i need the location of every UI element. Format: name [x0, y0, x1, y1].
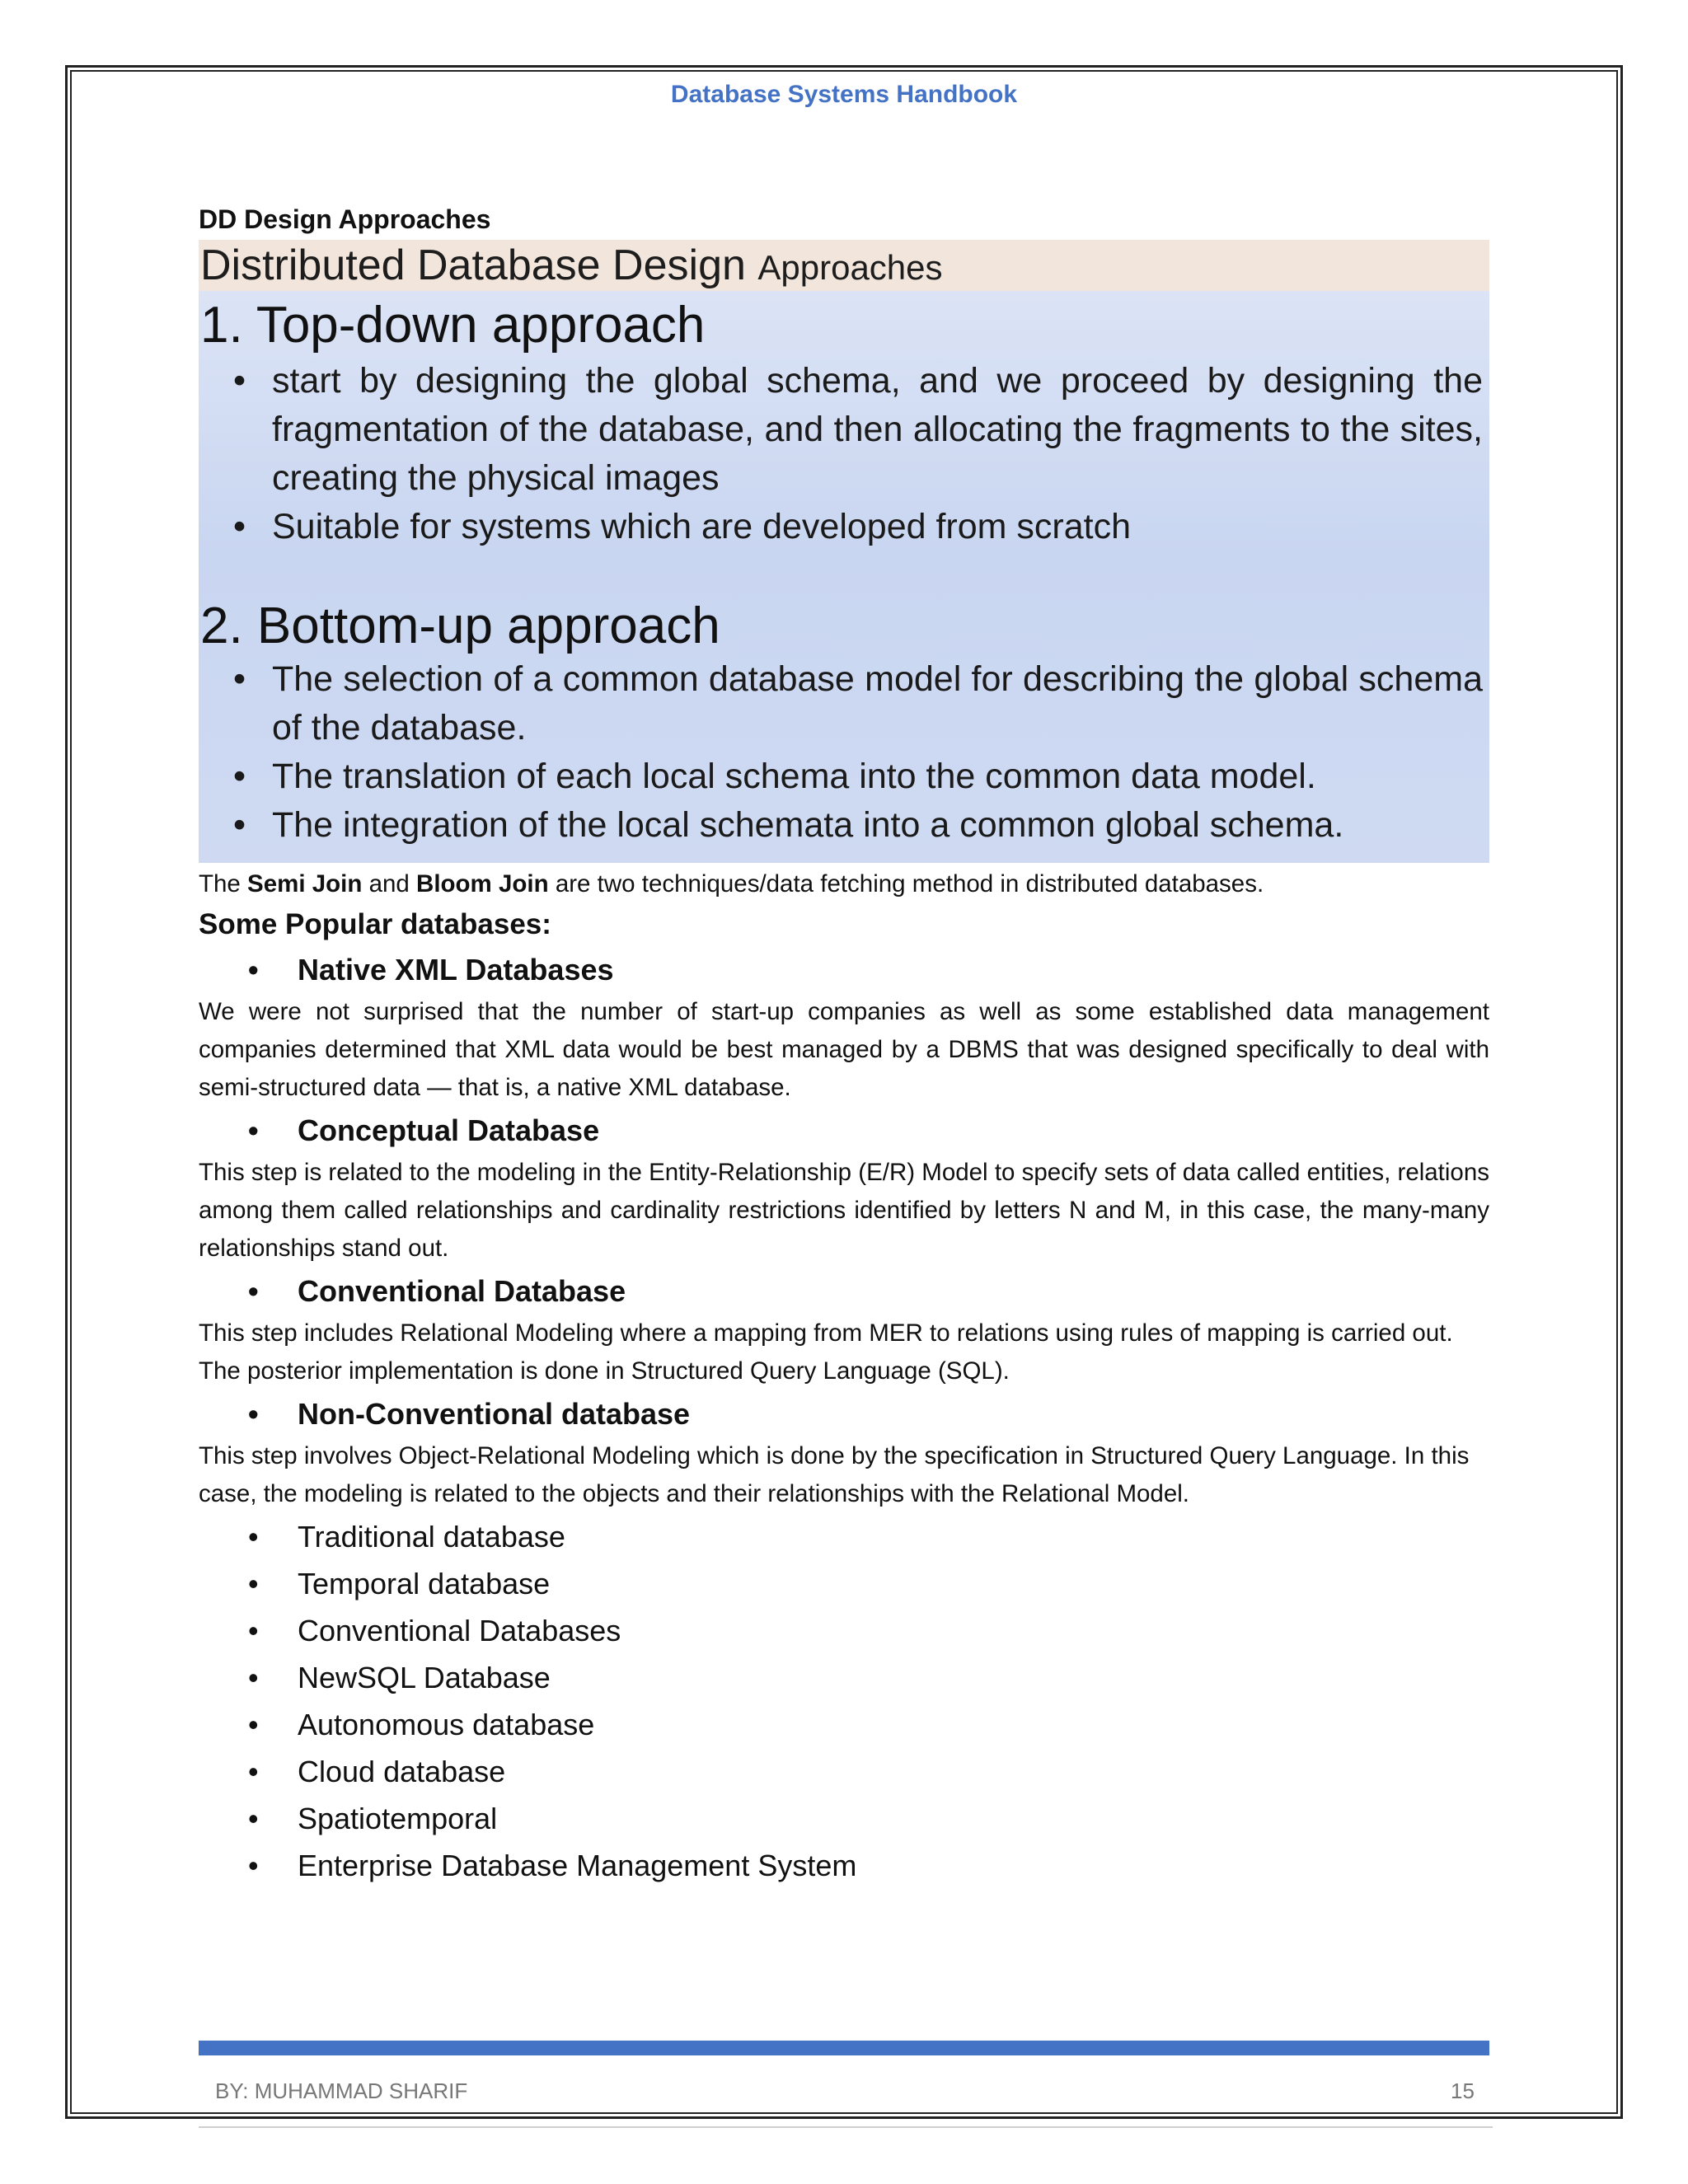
paragraph-non-conventional: This step involves Object-Relational Modeling which is done by the specification in Structured Query Language. In this case, the modeling is related to the objects and their relationships with the Relational Model.: [199, 1442, 1470, 1507]
subheading-native-xml: • Native XML Databases: [199, 946, 1489, 993]
bottom-up-bullets: [199, 655, 1489, 850]
joins-text-pre: The: [199, 870, 248, 898]
list-item: • Temporal database: [199, 1560, 1489, 1607]
page-number: 15: [1451, 2079, 1475, 2103]
paragraph-conventional: This step includes Relational Modeling where a mapping from MER to relations using rules of mapping is carried out. The posterior implementation is done in Structured Query Language (SQL).: [199, 1319, 1453, 1385]
list-item: • Suitable for systems which are developed from scratch: [199, 503, 1489, 551]
section-label-block: [199, 201, 1489, 237]
bloom-join-term: Bloom Join: [416, 870, 549, 898]
database-types-list: [199, 1513, 1489, 1889]
list-item: • NewSQL Database: [199, 1654, 1489, 1701]
joins-sentence: [199, 865, 1489, 903]
list-item: • start by designing the global schema, and we proceed by designing the fragmentation of the database, and then allocating the fragments to the sites, creating the physical images: [199, 357, 1489, 503]
footer-accent-bar: [199, 2041, 1489, 2055]
top-down-bullets: [199, 357, 1489, 551]
running-header: Database Systems Handbook: [670, 81, 1018, 108]
footer-divider: [199, 2126, 1493, 2128]
list-item: • The selection of a common database model for describing the global schema of the database.: [199, 655, 1489, 752]
joins-text-mid: and: [362, 870, 417, 898]
semi-join-term: Semi Join: [247, 870, 363, 898]
list-item: • Autonomous database: [199, 1701, 1489, 1748]
list-item: • Enterprise Database Management System: [199, 1842, 1489, 1889]
subheading-conceptual: • Conceptual Database: [199, 1107, 1489, 1154]
body-text: [199, 865, 1489, 1889]
slide-title-main: Distributed Database Design: [200, 241, 746, 289]
slide-image: [199, 240, 1489, 863]
list-item: • Spatiotemporal: [199, 1795, 1489, 1842]
top-down-heading: 1. Top-down approach: [200, 297, 706, 354]
list-item: • The translation of each local schema into the common data model.: [199, 752, 1489, 801]
joins-text-post: are two techniques/data fetching method in distributed databases.: [548, 870, 1264, 898]
section-label: DD Design Approaches: [199, 204, 491, 234]
paragraph-conceptual: This step is related to the modeling in the Entity-Relationship (E/R) Model to specify sets of data called entities, relations among them called relationships and cardinality restrictions identified by letters N and M, in this case, the many-many relationships stand out.: [199, 1159, 1489, 1262]
popular-heading: Some Popular databases:: [199, 908, 551, 940]
list-item: • Cloud database: [199, 1748, 1489, 1795]
footer-author: BY: MUHAMMAD SHARIF: [215, 2079, 468, 2103]
bottom-up-heading: 2. Bottom-up approach: [200, 598, 720, 654]
slide-title-small: Approaches: [757, 248, 943, 287]
subheading-conventional: • Conventional Database: [199, 1268, 1489, 1315]
paragraph-native-xml: We were not surprised that the number of start-up companies as well as some established data management companies determined that XML data would be best managed by a DBMS that was designed specifically to deal with semi-structured data — that is, a native XML database.: [199, 998, 1489, 1101]
slide-title: [199, 240, 1489, 291]
list-item: • Conventional Databases: [199, 1607, 1489, 1654]
list-item: • Traditional database: [199, 1513, 1489, 1560]
subheading-non-conventional: • Non-Conventional database: [199, 1390, 1489, 1437]
list-item: • The integration of the local schemata into a common global schema.: [199, 801, 1489, 850]
